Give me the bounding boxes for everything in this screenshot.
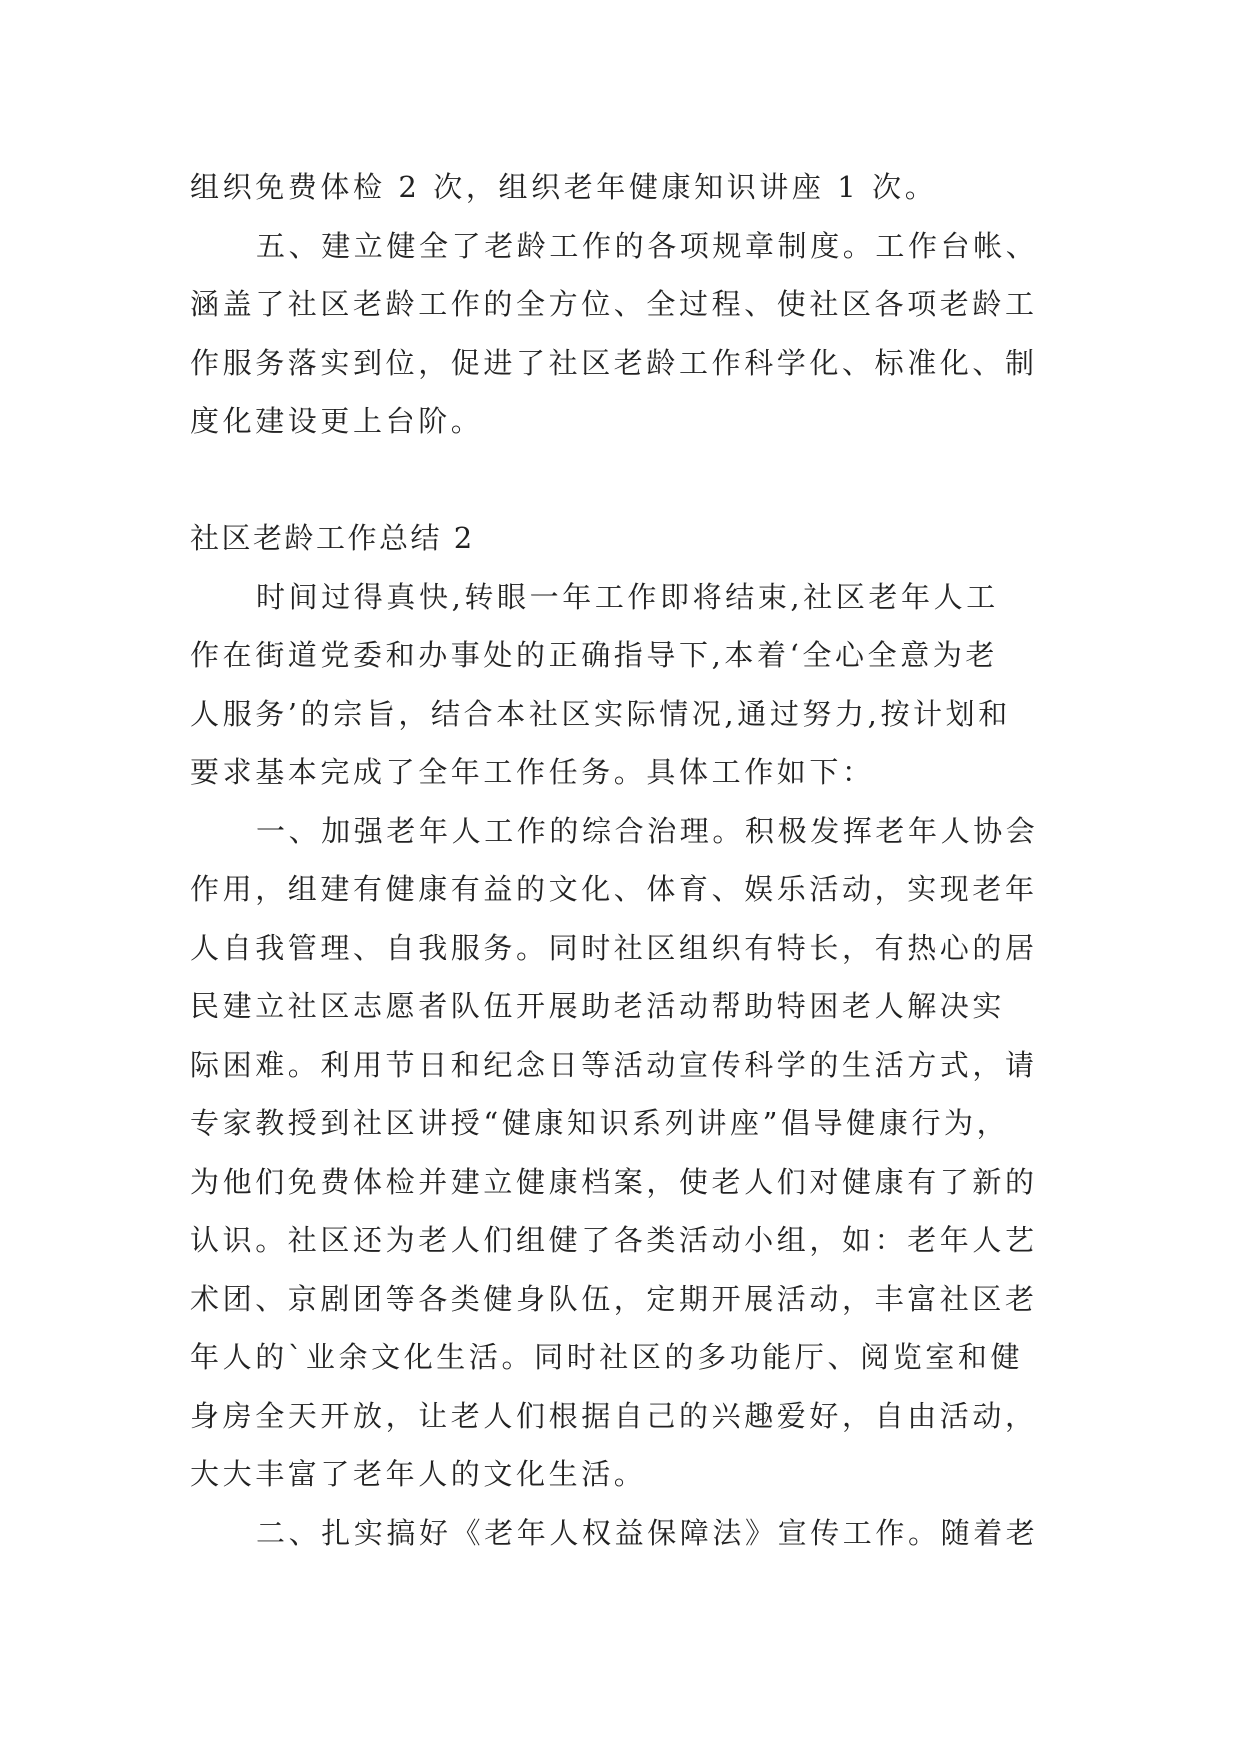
paragraph-line: 涵盖了社区老龄工作的全方位、全过程、使社区各项老龄工 [190, 287, 1038, 321]
paragraph-item-1 [190, 802, 1062, 1504]
paragraph-line: 认识。社区还为老人们组健了各类活动小组，如：老年人艺 [190, 1223, 1038, 1257]
paragraph-line: 大大丰富了老年人的文化生活。 [190, 1457, 647, 1491]
paragraph-line: 作在街道党委和办事处的正确指导下,本着‘全心全意为老 [190, 638, 999, 672]
paragraph-line: 民建立社区志愿者队伍开展助老活动帮助特困老人解决实 [190, 989, 1006, 1023]
paragraph-line: 组织免费体检 2 次，组织老年健康知识讲座 1 次。 [190, 170, 938, 204]
paragraph-line: 身房全天开放，让老人们根据自己的兴趣爱好，自由活动， [190, 1398, 1038, 1433]
paragraph-item-2 [190, 1504, 1062, 1563]
paragraph-line: 年人的`业余文化生活。同时社区的多功能厅、阅览室和健 [190, 1340, 1024, 1374]
paragraph-line: 二、扎实搞好《老年人权益保障法》宣传工作。随着老 [256, 1515, 1039, 1550]
paragraph-line: 人服务’的宗旨，结合本社区实际情况,通过努力,按计划和 [190, 696, 1011, 731]
paragraph-line: 度化建设更上台阶。 [190, 404, 484, 438]
paragraph-line: 际困难。利用节日和纪念日等活动宣传科学的生活方式，请 [190, 1047, 1038, 1082]
paragraph-line: 为他们免费体检并建立健康档案，使老人们对健康有了新的 [190, 1164, 1038, 1199]
paragraph-line: 术团、京剧团等各类健身队伍，定期开展活动，丰富社区老 [190, 1281, 1038, 1316]
paragraph-line: 专家教授到社区讲授“健康知识系列讲座”倡导健康行为， [190, 1106, 1010, 1140]
paragraph-line: 一、加强老年人工作的综合治理。积极发挥老年人协会 [256, 813, 1039, 848]
paragraph-line: 人自我管理、自我服务。同时社区组织有特长，有热心的居 [190, 930, 1038, 965]
paragraph-line: 要求基本完成了全年工作任务。具体工作如下： [190, 755, 875, 789]
paragraph-item-5 [190, 217, 1062, 451]
paragraph-line: 作用，组建有健康有益的文化、体育、娱乐活动，实现老年 [190, 872, 1038, 906]
paragraph-intro [190, 568, 1062, 802]
paragraph-line: 作服务落实到位，促进了社区老龄工作科学化、标准化、制 [190, 345, 1038, 380]
section-spacer [190, 451, 1062, 510]
paragraph-line: 五、建立健全了老龄工作的各项规章制度。工作台帐、 [256, 228, 1039, 263]
section-title: 社区老龄工作总结 2 [190, 521, 475, 555]
paragraph-line: 时间过得真快,转眼一年工作即将结束,社区老年人工 [256, 579, 999, 614]
document-body [190, 158, 1062, 1562]
